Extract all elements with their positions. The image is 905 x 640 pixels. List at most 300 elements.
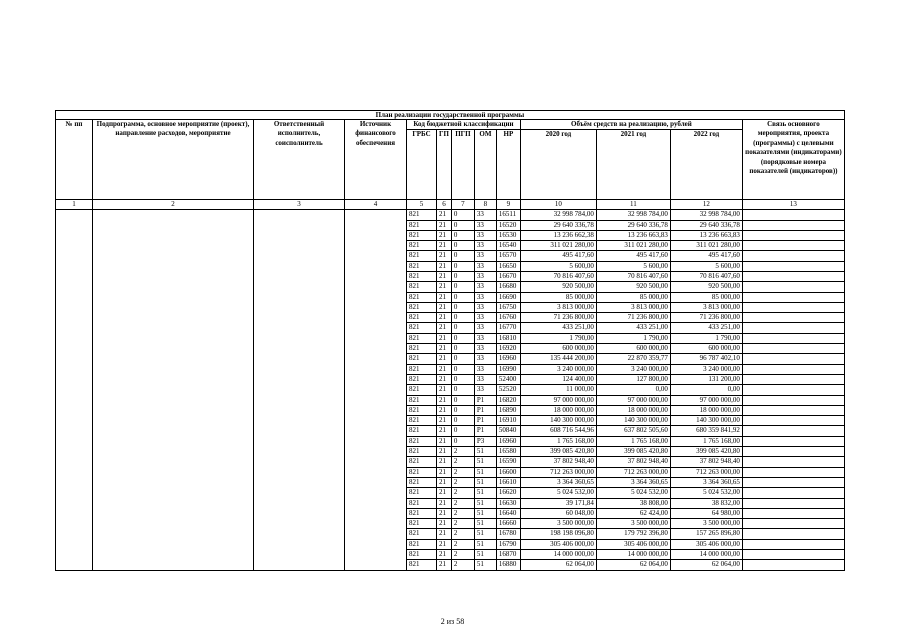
empty-cell <box>254 313 345 323</box>
cell-pgp: 0 <box>451 241 474 251</box>
cell-np: 16610 <box>496 477 520 487</box>
cell-np: 16640 <box>496 508 520 518</box>
cell-pgp: 0 <box>451 333 474 343</box>
cell-grbs: 821 <box>407 210 437 220</box>
cell-link <box>742 220 844 230</box>
table-row <box>56 302 845 312</box>
empty-cell <box>254 385 345 395</box>
cell-gp: 21 <box>437 457 452 467</box>
cell-pgp: 0 <box>451 395 474 405</box>
cell-amount-2021: 5 024 532,00 <box>596 488 670 498</box>
empty-cell <box>345 498 407 508</box>
header-volume: Объём средств на реализацию, рублей <box>520 120 742 130</box>
cell-grbs: 821 <box>407 447 437 457</box>
empty-cell <box>93 498 254 508</box>
empty-cell <box>254 230 345 240</box>
cell-np: 16620 <box>496 488 520 498</box>
cell-om: P1 <box>474 426 496 436</box>
cell-gp: 21 <box>437 313 452 323</box>
cell-om: 33 <box>474 292 496 302</box>
cell-amount-2022: 62 064,00 <box>670 560 742 570</box>
empty-cell <box>93 344 254 354</box>
cell-amount-2020: 1 765 168,00 <box>520 436 596 446</box>
header-budget-code: Код бюджетной классификации <box>407 120 521 130</box>
cell-amount-2021: 712 263 000,00 <box>596 467 670 477</box>
empty-cell <box>56 457 93 467</box>
column-number-2: 2 <box>93 200 254 210</box>
cell-amount-2021: 37 802 948,40 <box>596 457 670 467</box>
cell-pgp: 0 <box>451 261 474 271</box>
cell-amount-2022: 712 263 000,00 <box>670 467 742 477</box>
cell-gp: 21 <box>437 220 452 230</box>
empty-cell <box>345 313 407 323</box>
cell-np: 16660 <box>496 519 520 529</box>
cell-grbs: 821 <box>407 292 437 302</box>
cell-om: 33 <box>474 333 496 343</box>
cell-link <box>742 416 844 426</box>
empty-cell <box>56 241 93 251</box>
cell-gp: 21 <box>437 323 452 333</box>
cell-om: P1 <box>474 416 496 426</box>
cell-amount-2022: 495 417,60 <box>670 251 742 261</box>
cell-pgp: 2 <box>451 539 474 549</box>
cell-np: 16540 <box>496 241 520 251</box>
column-number-6: 6 <box>437 200 452 210</box>
empty-cell <box>56 395 93 405</box>
cell-np: 16630 <box>496 498 520 508</box>
empty-cell <box>254 395 345 405</box>
empty-cell <box>56 385 93 395</box>
empty-cell <box>93 302 254 312</box>
empty-cell <box>345 241 407 251</box>
cell-np: 16650 <box>496 261 520 271</box>
cell-amount-2021: 637 802 505,60 <box>596 426 670 436</box>
empty-cell <box>93 251 254 261</box>
cell-grbs: 821 <box>407 354 437 364</box>
cell-om: P1 <box>474 405 496 415</box>
cell-amount-2022: 37 802 948,40 <box>670 457 742 467</box>
cell-link <box>742 436 844 446</box>
empty-cell <box>93 364 254 374</box>
cell-link <box>742 292 844 302</box>
empty-cell <box>254 241 345 251</box>
cell-pgp: 0 <box>451 271 474 281</box>
cell-link <box>742 467 844 477</box>
cell-np: 16810 <box>496 333 520 343</box>
cell-om: 33 <box>474 374 496 384</box>
cell-np: 16780 <box>496 529 520 539</box>
cell-amount-2021: 600 000,00 <box>596 344 670 354</box>
column-number-9: 9 <box>496 200 520 210</box>
cell-om: 33 <box>474 313 496 323</box>
cell-amount-2020: 97 000 000,00 <box>520 395 596 405</box>
table-row <box>56 292 845 302</box>
cell-om: 51 <box>474 498 496 508</box>
cell-gp: 21 <box>437 395 452 405</box>
table-row <box>56 313 845 323</box>
cell-gp: 21 <box>437 467 452 477</box>
cell-amount-2021: 18 000 000,00 <box>596 405 670 415</box>
empty-cell <box>254 282 345 292</box>
cell-om: 33 <box>474 364 496 374</box>
empty-cell <box>56 550 93 560</box>
cell-amount-2021: 127 800,00 <box>596 374 670 384</box>
empty-cell <box>56 539 93 549</box>
cell-amount-2022: 64 980,00 <box>670 508 742 518</box>
empty-cell <box>254 344 345 354</box>
cell-amount-2020: 433 251,00 <box>520 323 596 333</box>
empty-cell <box>345 230 407 240</box>
cell-amount-2021: 495 417,60 <box>596 251 670 261</box>
empty-cell <box>345 477 407 487</box>
cell-amount-2020: 3 240 000,00 <box>520 364 596 374</box>
column-number-8: 8 <box>474 200 496 210</box>
column-number-11: 11 <box>596 200 670 210</box>
cell-amount-2020: 3 500 000,00 <box>520 519 596 529</box>
cell-amount-2020: 11 000,00 <box>520 385 596 395</box>
cell-gp: 21 <box>437 261 452 271</box>
column-numbers-row <box>56 200 845 210</box>
empty-cell <box>345 261 407 271</box>
empty-cell <box>93 220 254 230</box>
empty-cell <box>345 560 407 570</box>
cell-grbs: 821 <box>407 313 437 323</box>
cell-amount-2020: 62 064,00 <box>520 560 596 570</box>
empty-cell <box>93 467 254 477</box>
empty-cell <box>254 457 345 467</box>
cell-link <box>742 344 844 354</box>
empty-cell <box>93 241 254 251</box>
cell-amount-2021: 62 064,00 <box>596 560 670 570</box>
cell-amount-2022: 3 364 360,65 <box>670 477 742 487</box>
header-num: № пп <box>56 120 93 200</box>
empty-cell <box>56 282 93 292</box>
empty-cell <box>345 395 407 405</box>
cell-om: P1 <box>474 395 496 405</box>
empty-cell <box>254 467 345 477</box>
empty-cell <box>56 364 93 374</box>
cell-np: 16580 <box>496 447 520 457</box>
cell-amount-2022: 5 024 532,00 <box>670 488 742 498</box>
cell-grbs: 821 <box>407 457 437 467</box>
table-row <box>56 560 845 570</box>
cell-amount-2021: 22 870 359,77 <box>596 354 670 364</box>
cell-amount-2021: 38 808,00 <box>596 498 670 508</box>
cell-pgp: 0 <box>451 364 474 374</box>
empty-cell <box>93 426 254 436</box>
cell-gp: 21 <box>437 271 452 281</box>
table-row <box>56 529 845 539</box>
table-row <box>56 416 845 426</box>
empty-cell <box>345 416 407 426</box>
cell-amount-2021: 13 236 663,83 <box>596 230 670 240</box>
cell-np: 16820 <box>496 395 520 405</box>
cell-grbs: 821 <box>407 519 437 529</box>
empty-cell <box>93 519 254 529</box>
cell-pgp: 0 <box>451 210 474 220</box>
cell-om: 33 <box>474 230 496 240</box>
empty-cell <box>254 292 345 302</box>
empty-cell <box>345 436 407 446</box>
table-row <box>56 374 845 384</box>
cell-grbs: 821 <box>407 498 437 508</box>
cell-amount-2022: 0,00 <box>670 385 742 395</box>
cell-amount-2021: 1 790,00 <box>596 333 670 343</box>
cell-amount-2022: 140 300 000,00 <box>670 416 742 426</box>
cell-np: 16520 <box>496 220 520 230</box>
cell-link <box>742 364 844 374</box>
empty-cell <box>93 354 254 364</box>
cell-gp: 21 <box>437 251 452 261</box>
cell-np: 52400 <box>496 374 520 384</box>
empty-cell <box>93 385 254 395</box>
cell-grbs: 821 <box>407 488 437 498</box>
cell-amount-2021: 3 240 000,00 <box>596 364 670 374</box>
empty-cell <box>56 519 93 529</box>
cell-om: 51 <box>474 529 496 539</box>
table-row <box>56 251 845 261</box>
cell-pgp: 0 <box>451 436 474 446</box>
cell-amount-2022: 71 236 800,00 <box>670 313 742 323</box>
table-row <box>56 385 845 395</box>
cell-amount-2021: 14 000 000,00 <box>596 550 670 560</box>
cell-amount-2020: 140 300 000,00 <box>520 416 596 426</box>
column-number-10: 10 <box>520 200 596 210</box>
empty-cell <box>254 302 345 312</box>
empty-cell <box>254 323 345 333</box>
cell-om: 51 <box>474 508 496 518</box>
cell-link <box>742 241 844 251</box>
empty-cell <box>254 477 345 487</box>
empty-cell <box>345 508 407 518</box>
cell-link <box>742 230 844 240</box>
header-link: Связь основного мероприятия, проекта (программы) с целевыми показателями (индикаторами) (порядковые номера показателей (индикаторов)) <box>742 120 844 200</box>
cell-link <box>742 313 844 323</box>
empty-cell <box>345 385 407 395</box>
cell-amount-2021: 71 236 800,00 <box>596 313 670 323</box>
cell-amount-2020: 18 000 000,00 <box>520 405 596 415</box>
header-np: НР <box>496 130 520 200</box>
cell-gp: 21 <box>437 550 452 560</box>
cell-gp: 21 <box>437 508 452 518</box>
cell-link <box>742 333 844 343</box>
cell-np: 52520 <box>496 385 520 395</box>
empty-cell <box>56 220 93 230</box>
empty-cell <box>345 210 407 220</box>
cell-om: 33 <box>474 344 496 354</box>
table-row <box>56 271 845 281</box>
table-row <box>56 230 845 240</box>
cell-link <box>742 395 844 405</box>
cell-grbs: 821 <box>407 261 437 271</box>
cell-amount-2021: 0,00 <box>596 385 670 395</box>
cell-np: 16690 <box>496 292 520 302</box>
empty-cell <box>345 271 407 281</box>
cell-link <box>742 457 844 467</box>
cell-amount-2021: 29 640 336,78 <box>596 220 670 230</box>
empty-cell <box>254 550 345 560</box>
header-om: ОМ <box>474 130 496 200</box>
cell-amount-2020: 1 790,00 <box>520 333 596 343</box>
cell-link <box>742 529 844 539</box>
cell-amount-2022: 305 406 000,00 <box>670 539 742 549</box>
cell-np: 16670 <box>496 271 520 281</box>
cell-pgp: 0 <box>451 282 474 292</box>
cell-om: 51 <box>474 447 496 457</box>
cell-amount-2021: 32 998 784,00 <box>596 210 670 220</box>
cell-om: 51 <box>474 560 496 570</box>
cell-gp: 21 <box>437 210 452 220</box>
empty-cell <box>56 447 93 457</box>
empty-cell <box>56 477 93 487</box>
cell-pgp: 2 <box>451 550 474 560</box>
cell-amount-2022: 1 790,00 <box>670 333 742 343</box>
empty-cell <box>254 426 345 436</box>
table-row <box>56 354 845 364</box>
cell-amount-2022: 433 251,00 <box>670 323 742 333</box>
empty-cell <box>93 488 254 498</box>
cell-om: 51 <box>474 488 496 498</box>
cell-gp: 21 <box>437 488 452 498</box>
cell-om: 33 <box>474 261 496 271</box>
program-plan-table <box>55 110 845 571</box>
cell-amount-2021: 3 364 360,65 <box>596 477 670 487</box>
cell-gp: 21 <box>437 477 452 487</box>
table-row <box>56 364 845 374</box>
empty-cell <box>254 354 345 364</box>
cell-np: 50840 <box>496 426 520 436</box>
cell-pgp: 0 <box>451 251 474 261</box>
empty-cell <box>254 447 345 457</box>
empty-cell <box>345 323 407 333</box>
cell-amount-2022: 3 500 000,00 <box>670 519 742 529</box>
cell-pgp: 2 <box>451 529 474 539</box>
empty-cell <box>345 539 407 549</box>
empty-cell <box>345 529 407 539</box>
cell-om: 51 <box>474 539 496 549</box>
table-row <box>56 457 845 467</box>
cell-amount-2022: 3 813 000,00 <box>670 302 742 312</box>
cell-gp: 21 <box>437 344 452 354</box>
table-row <box>56 467 845 477</box>
empty-cell <box>93 261 254 271</box>
cell-amount-2021: 1 765 168,00 <box>596 436 670 446</box>
empty-cell <box>56 210 93 220</box>
cell-np: 16880 <box>496 560 520 570</box>
cell-gp: 21 <box>437 292 452 302</box>
cell-om: 33 <box>474 302 496 312</box>
cell-amount-2022: 85 000,00 <box>670 292 742 302</box>
cell-pgp: 0 <box>451 374 474 384</box>
empty-cell <box>93 271 254 281</box>
empty-cell <box>254 374 345 384</box>
cell-grbs: 821 <box>407 416 437 426</box>
empty-cell <box>254 508 345 518</box>
cell-link <box>742 539 844 549</box>
table-row <box>56 210 845 220</box>
cell-amount-2021: 97 000 000,00 <box>596 395 670 405</box>
table-row <box>56 426 845 436</box>
column-number-4: 4 <box>345 200 407 210</box>
cell-grbs: 821 <box>407 508 437 518</box>
cell-amount-2022: 600 000,00 <box>670 344 742 354</box>
empty-cell <box>56 302 93 312</box>
table-row <box>56 344 845 354</box>
cell-om: 33 <box>474 251 496 261</box>
empty-cell <box>56 508 93 518</box>
cell-np: 16760 <box>496 313 520 323</box>
cell-amount-2021: 62 424,00 <box>596 508 670 518</box>
cell-link <box>742 323 844 333</box>
empty-cell <box>56 529 93 539</box>
cell-amount-2020: 3 813 000,00 <box>520 302 596 312</box>
cell-np: 16770 <box>496 323 520 333</box>
empty-cell <box>56 467 93 477</box>
cell-link <box>742 385 844 395</box>
cell-amount-2020: 39 171,84 <box>520 498 596 508</box>
cell-grbs: 821 <box>407 436 437 446</box>
empty-cell <box>56 344 93 354</box>
header-responsible: Ответственный исполнитель, соисполнитель <box>254 120 345 200</box>
cell-amount-2022: 14 000 000,00 <box>670 550 742 560</box>
cell-amount-2022: 3 240 000,00 <box>670 364 742 374</box>
cell-pgp: 0 <box>451 313 474 323</box>
cell-grbs: 821 <box>407 550 437 560</box>
cell-om: 51 <box>474 519 496 529</box>
cell-amount-2020: 712 263 000,00 <box>520 467 596 477</box>
cell-amount-2022: 96 787 402,10 <box>670 354 742 364</box>
cell-np: 16790 <box>496 539 520 549</box>
cell-amount-2021: 433 251,00 <box>596 323 670 333</box>
cell-link <box>742 488 844 498</box>
empty-cell <box>345 447 407 457</box>
empty-cell <box>254 220 345 230</box>
cell-amount-2021: 3 813 000,00 <box>596 302 670 312</box>
cell-pgp: 2 <box>451 467 474 477</box>
cell-np: 16680 <box>496 282 520 292</box>
table-row <box>56 447 845 457</box>
empty-cell <box>56 251 93 261</box>
table-row <box>56 550 845 560</box>
cell-np: 16960 <box>496 436 520 446</box>
cell-grbs: 821 <box>407 271 437 281</box>
cell-om: P3 <box>474 436 496 446</box>
column-number-12: 12 <box>670 200 742 210</box>
empty-cell <box>56 323 93 333</box>
cell-amount-2022: 97 000 000,00 <box>670 395 742 405</box>
cell-om: 33 <box>474 354 496 364</box>
empty-cell <box>93 529 254 539</box>
table-row <box>56 498 845 508</box>
empty-cell <box>345 333 407 343</box>
column-number-3: 3 <box>254 200 345 210</box>
empty-cell <box>93 395 254 405</box>
cell-grbs: 821 <box>407 426 437 436</box>
cell-pgp: 0 <box>451 405 474 415</box>
cell-amount-2022: 5 600,00 <box>670 261 742 271</box>
empty-cell <box>56 354 93 364</box>
cell-amount-2020: 60 048,00 <box>520 508 596 518</box>
empty-cell <box>254 333 345 343</box>
column-number-13: 13 <box>742 200 844 210</box>
cell-gp: 21 <box>437 302 452 312</box>
cell-gp: 21 <box>437 374 452 384</box>
cell-grbs: 821 <box>407 302 437 312</box>
empty-cell <box>93 323 254 333</box>
header-subprogram: Подпрограмма, основное мероприятие (проект), направление расходов, мероприятие <box>93 120 254 200</box>
empty-cell <box>56 498 93 508</box>
empty-cell <box>56 230 93 240</box>
